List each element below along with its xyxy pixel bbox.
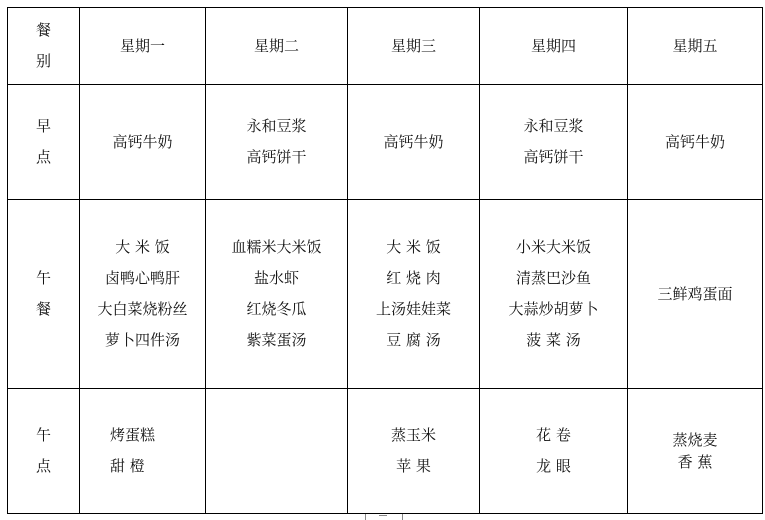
menu-cell-empty (206, 389, 348, 514)
dish-item: 高钙饼干 (523, 148, 584, 166)
dish-item: 菠 菜 汤 (526, 331, 581, 349)
menu-cell (80, 200, 206, 389)
dish-item: 红烧冬瓜 (246, 300, 307, 318)
dish-item: 上汤娃娃菜 (375, 300, 451, 318)
day-header-mon: 星期一 (80, 8, 206, 85)
dish-item: 花 卷 (536, 426, 571, 444)
dish-item: 大 米 饭 (115, 238, 170, 256)
menu-cell (628, 85, 763, 200)
dish-item: 蒸烧麦 (672, 431, 718, 449)
menu-cell (348, 389, 480, 514)
dish-item: 盐水虾 (253, 269, 299, 287)
menu-cell (480, 85, 628, 200)
dish-item: 红 烧 肉 (386, 269, 441, 287)
table-row (8, 389, 763, 514)
dish-item: 烤蛋糕 (110, 426, 156, 444)
menu-cell (348, 200, 480, 389)
day-header-fri: 星期五 (628, 8, 763, 85)
day-header-tue: 星期二 (206, 8, 348, 85)
dish-item: 永和豆浆 (523, 117, 584, 135)
dish-item: 卤鸭心鸭肝 (104, 269, 180, 287)
dish-item: 香 蕉 (677, 453, 713, 471)
dish-item: 永和豆浆 (246, 117, 307, 135)
dish-item: 甜 橙 (110, 457, 145, 475)
table-move-handle[interactable] (365, 514, 403, 520)
dish-item: 苹 果 (396, 457, 431, 475)
table-row (8, 200, 763, 389)
dish-item: 三鲜鸡蛋面 (657, 284, 733, 303)
table-row (8, 85, 763, 200)
dish-item: 血糯米大米饭 (231, 238, 322, 256)
dish-item: 蒸玉米 (390, 426, 436, 444)
menu-cell (80, 389, 206, 514)
day-header-thu: 星期四 (480, 8, 628, 85)
header-row (8, 8, 763, 85)
menu-cell (480, 200, 628, 389)
dish-item: 龙 眼 (536, 457, 571, 475)
dish-item: 小米大米饭 (515, 238, 591, 256)
dish-item: 萝卜四件汤 (104, 331, 180, 349)
dish-item: 大白菜烧粉丝 (97, 300, 188, 318)
handle-glyph (379, 515, 387, 520)
meal-label-breakfast: 早 点 (8, 85, 80, 200)
dish-item: 紫菜蛋汤 (246, 331, 307, 349)
meal-label-lunch: 午 餐 (8, 200, 80, 389)
menu-cell (480, 389, 628, 514)
dish-item: 清蒸巴沙鱼 (515, 269, 591, 287)
dish-item: 高钙饼干 (246, 148, 307, 166)
menu-cell (628, 200, 763, 389)
day-header-wed: 星期三 (348, 8, 480, 85)
corner-header: 餐 别 (8, 8, 80, 85)
menu-cell (348, 85, 480, 200)
menu-cell (80, 85, 206, 200)
dish-item: 高钙牛奶 (112, 132, 173, 151)
menu-cell (206, 200, 348, 389)
menu-cell (206, 85, 348, 200)
meal-label-afternoon-snack: 午 点 (8, 389, 80, 514)
dish-item: 高钙牛奶 (383, 132, 444, 151)
weekly-menu-table (7, 7, 763, 514)
menu-cell (628, 389, 763, 514)
dish-item: 大 米 饭 (386, 238, 441, 256)
dish-item: 大蒜炒胡萝卜 (508, 300, 599, 318)
dish-item: 高钙牛奶 (664, 132, 725, 151)
dish-item: 豆 腐 汤 (386, 331, 441, 349)
